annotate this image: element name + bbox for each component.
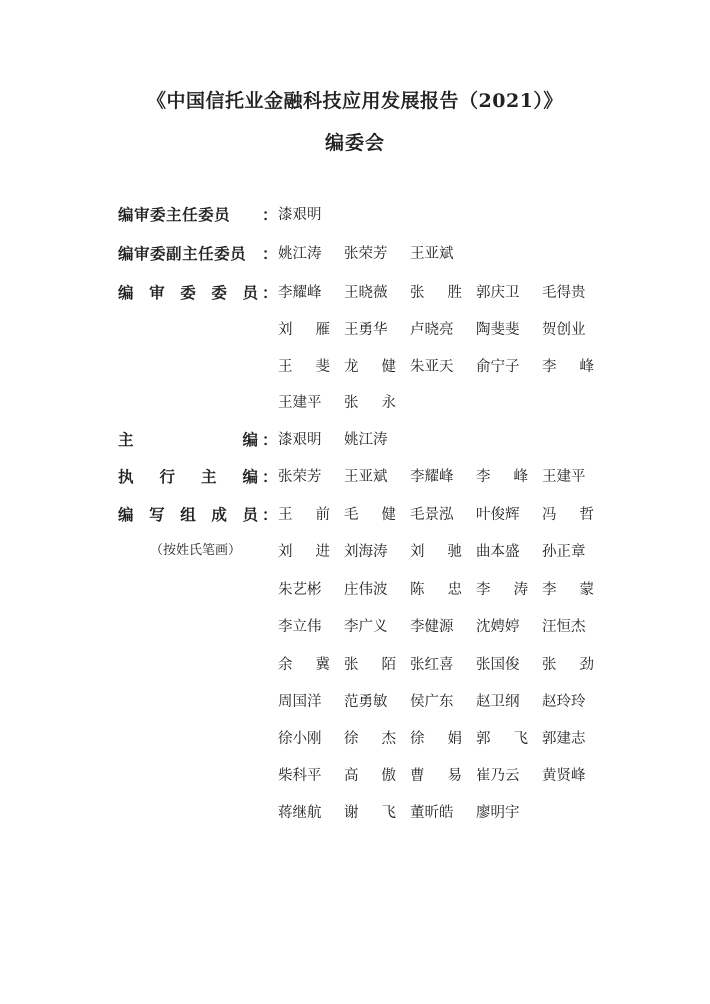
member-name: 郭建志 xyxy=(542,731,586,747)
section-label: 编 写 组 成 员 xyxy=(118,505,258,524)
member-name: 毛 健 xyxy=(344,507,396,523)
section-label: 编 审 委 副 主 任 委 员 xyxy=(118,244,247,263)
section-label: 主 编 xyxy=(118,430,258,449)
member-name: 张 劲 xyxy=(542,657,594,673)
member-name: 张荣芳 xyxy=(278,469,322,485)
member-name: 余 冀 xyxy=(278,657,330,673)
name-row xyxy=(278,505,608,525)
member-name: 徐 娟 xyxy=(410,731,462,747)
section-label: 编 审 委 主 任 委 员 xyxy=(118,205,231,224)
member-name: 王勇华 xyxy=(344,322,388,338)
member-name: 刘 雁 xyxy=(278,322,330,338)
member-name: 郭庆卫 xyxy=(476,285,520,301)
section-label: 执 行 主 编 xyxy=(118,467,258,486)
section-colon: ： xyxy=(262,430,278,449)
member-name: 漆艰明 xyxy=(278,207,322,223)
name-row xyxy=(278,467,608,487)
member-name: 赵卫纲 xyxy=(476,694,520,710)
section-label: 编 审 委 委 员 xyxy=(118,283,258,302)
member-name: 刘海涛 xyxy=(344,544,388,560)
member-name: 王 斐 xyxy=(278,359,330,375)
member-name: 蒋继航 xyxy=(278,805,322,821)
member-name: 王建平 xyxy=(542,469,586,485)
member-name: 王亚斌 xyxy=(344,469,388,485)
document-subtitle: 编委会 xyxy=(324,132,385,154)
member-name: 张 永 xyxy=(344,395,396,411)
member-name: 李广义 xyxy=(344,619,388,635)
member-name: 张国俊 xyxy=(476,657,520,673)
member-name: 张 胜 xyxy=(410,285,462,301)
member-name: 王建平 xyxy=(278,395,322,411)
member-name: 刘 驰 xyxy=(410,544,462,560)
member-name: 李耀峰 xyxy=(410,469,454,485)
member-name: 李 涛 xyxy=(476,582,528,598)
member-name: 范勇敏 xyxy=(344,694,388,710)
member-name: 高 傲 xyxy=(344,768,396,784)
member-name: 王晓薇 xyxy=(344,285,388,301)
name-row xyxy=(278,320,608,340)
member-name: 沈娉婷 xyxy=(476,619,520,635)
member-name: 孙正章 xyxy=(542,544,586,560)
name-row xyxy=(278,766,608,786)
member-name: 曹 易 xyxy=(410,768,462,784)
member-name: 卢晓亮 xyxy=(410,322,454,338)
member-name: 李 蒙 xyxy=(542,582,594,598)
member-name: 陶斐斐 xyxy=(476,322,520,338)
name-row xyxy=(278,580,608,600)
member-name: 庄伟波 xyxy=(344,582,388,598)
name-row xyxy=(278,542,608,562)
member-name: 廖明宇 xyxy=(476,805,520,821)
member-name: 漆艰明 xyxy=(278,432,322,448)
section-colon: ： xyxy=(262,244,278,263)
member-name: 陈 忠 xyxy=(410,582,462,598)
member-name: 叶俊辉 xyxy=(476,507,520,523)
member-name: 李健源 xyxy=(410,619,454,635)
member-name: 李 峰 xyxy=(476,469,528,485)
member-name: 姚江涛 xyxy=(344,432,388,448)
name-row xyxy=(278,205,608,225)
member-name: 曲本盛 xyxy=(476,544,520,560)
name-row xyxy=(278,617,608,637)
member-name: 刘 进 xyxy=(278,544,330,560)
member-name: 黄贤峰 xyxy=(542,768,586,784)
section-colon: ： xyxy=(262,283,278,302)
member-name: 朱艺彬 xyxy=(278,582,322,598)
member-name: 王亚斌 xyxy=(410,246,454,262)
member-name: 李耀峰 xyxy=(278,285,322,301)
document-title: 《中国信托业金融科技应用发展报告（2021）》 xyxy=(147,90,563,112)
member-name: 周国洋 xyxy=(278,694,322,710)
member-name: 张荣芳 xyxy=(344,246,388,262)
member-name: 侯广东 xyxy=(410,694,454,710)
name-row xyxy=(278,244,608,264)
name-row xyxy=(278,357,608,377)
member-name: 柴科平 xyxy=(278,768,322,784)
member-name: 崔乃云 xyxy=(476,768,520,784)
member-name: 郭 飞 xyxy=(476,731,528,747)
name-row xyxy=(278,655,608,675)
member-name: 王 前 xyxy=(278,507,330,523)
member-name: 赵玲玲 xyxy=(542,694,586,710)
member-name: 徐小刚 xyxy=(278,731,322,747)
section-colon: ： xyxy=(262,467,278,486)
name-row xyxy=(278,393,608,413)
section-colon: ： xyxy=(262,505,278,524)
member-name: 张红喜 xyxy=(410,657,454,673)
member-name: 董昕皓 xyxy=(410,805,454,821)
name-row xyxy=(278,430,608,450)
member-name: 毛得贵 xyxy=(542,285,586,301)
member-name: 朱亚天 xyxy=(410,359,454,375)
name-row xyxy=(278,692,608,712)
member-name: 徐 杰 xyxy=(344,731,396,747)
member-name: 姚江涛 xyxy=(278,246,322,262)
member-name: 张 陌 xyxy=(344,657,396,673)
member-name: 贺创业 xyxy=(542,322,586,338)
member-name: 俞宁子 xyxy=(476,359,520,375)
member-name: 李立伟 xyxy=(278,619,322,635)
member-name: 汪恒杰 xyxy=(542,619,586,635)
name-row xyxy=(278,283,608,303)
section-note: （按姓氏笔画） xyxy=(150,543,242,558)
name-row xyxy=(278,729,608,749)
name-row xyxy=(278,803,608,823)
member-name: 冯 哲 xyxy=(542,507,594,523)
member-name: 谢 飞 xyxy=(344,805,396,821)
member-name: 龙 健 xyxy=(344,359,396,375)
member-name: 李 峰 xyxy=(542,359,594,375)
section-colon: ： xyxy=(262,205,278,224)
member-name: 毛景泓 xyxy=(410,507,454,523)
